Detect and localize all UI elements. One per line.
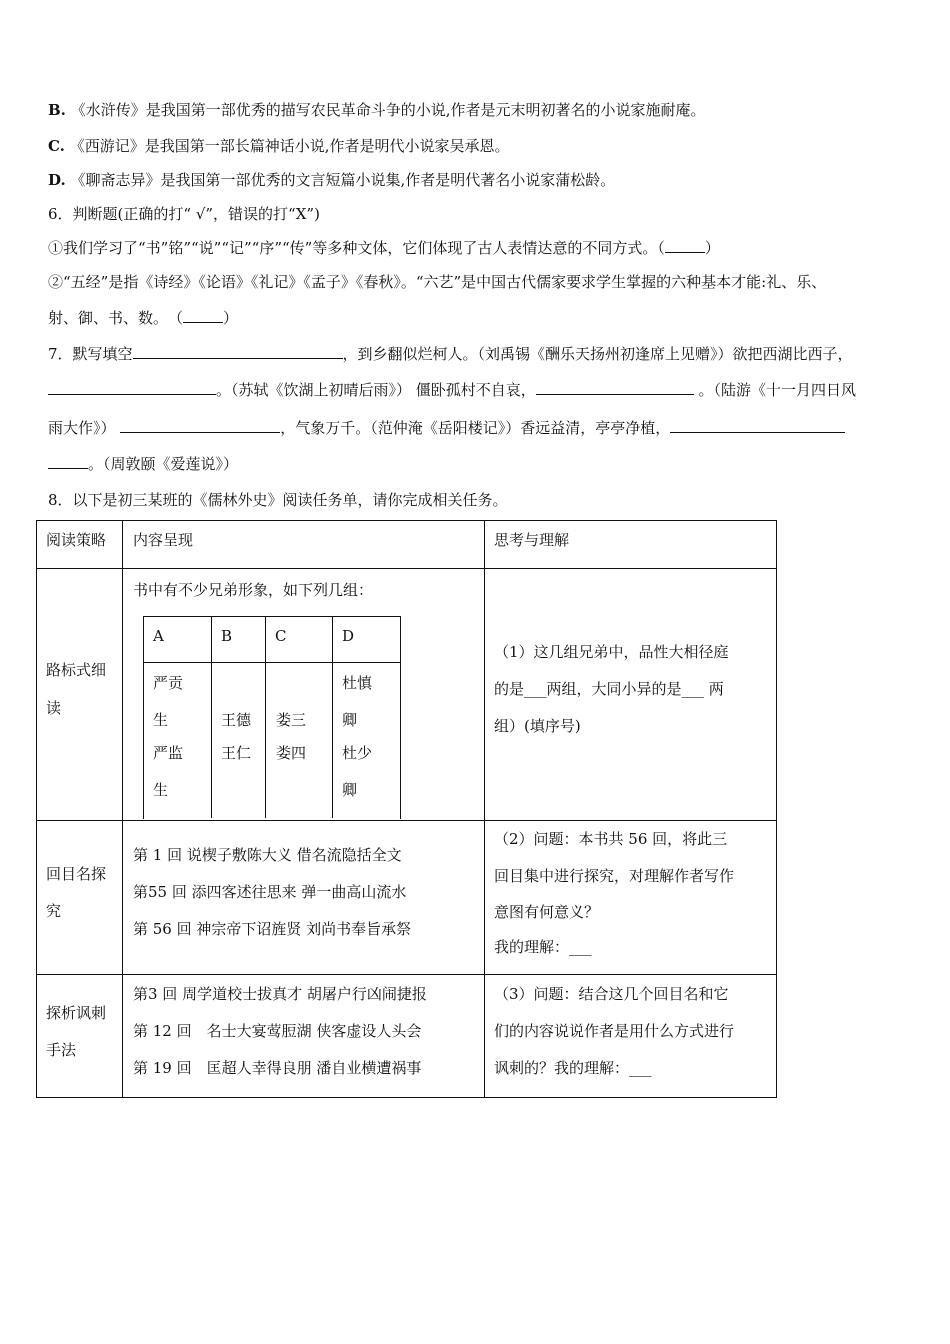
answer-blank[interactable]: [536, 380, 694, 395]
q7-line4: [48, 454, 238, 474]
question-2: （2）问题：本书共 56 回，将此三: [494, 830, 728, 848]
brother-name: 杜少: [342, 744, 373, 762]
strategy-label: 探析讽刺: [46, 1004, 107, 1022]
column-divider: [332, 616, 333, 818]
q6-item1-text: ①我们学习了“书”铭”“说”“记”“序”“传”等多种文体，它们体现了古人表情达意的不同方式。（: [48, 239, 665, 257]
q7-text: 7．默写填空: [48, 345, 133, 363]
q7-text: ，气象万千。（范仲淹《岳阳楼记》）香远益清，亭亭净植，: [280, 419, 671, 437]
option-c: [48, 136, 509, 156]
chapter-title: 第 12 回 名士大宴莺脰湖 侠客虚设人头会: [133, 1022, 422, 1040]
chapter-title: 第 1 回 说楔子敷陈大义 借名流隐括全文: [133, 846, 402, 864]
column-divider: [265, 616, 266, 818]
brother-name: 严贡: [153, 674, 184, 692]
column-divider: [211, 616, 212, 818]
brother-name: 杜慎: [342, 674, 373, 692]
strategy-label: 究: [46, 902, 62, 920]
option-text: 《水浒传》是我国第一部优秀的描写农民革命斗争的小说,作者是元末明初著名的小说家施耐庵。: [70, 101, 706, 119]
row-divider: [143, 662, 400, 663]
q6-item2-cont: [48, 308, 238, 328]
brother-name: 娄四: [276, 744, 307, 762]
chapter-title: 第3 回 周学道校士拔真才 胡屠户行凶闹捷报: [133, 985, 427, 1003]
question-1: 组）(填序号): [494, 717, 581, 735]
q8-title: 8．以下是初三某班的《儒林外史》阅读任务单，请你完成相关任务。: [48, 491, 508, 509]
chapter-title: 第 19 回 匡超人幸得良朋 潘自业横遭祸事: [133, 1059, 422, 1077]
answer-blank[interactable]: [670, 418, 845, 433]
brother-name: 生: [153, 781, 169, 799]
q7-text: 雨大作》）: [48, 419, 121, 437]
brother-name: 卿: [342, 781, 358, 799]
q7-line1: [48, 344, 853, 364]
header-thinking: 思考与理解: [494, 531, 570, 549]
q7-text: 。（苏轼《饮湖上初晴后雨》） 僵卧孤村不自哀，: [216, 381, 536, 399]
brother-name: 生: [153, 711, 169, 729]
strategy-label: 手法: [46, 1041, 77, 1059]
answer-blank[interactable]: [120, 418, 280, 433]
option-text: 《西游记》是我国第一部长篇神话小说,作者是明代小说家吴承恩。: [69, 137, 510, 155]
option-letter: D.: [48, 171, 66, 189]
group-label: C: [275, 627, 287, 645]
group-label: B: [221, 627, 233, 645]
chapter-title: 第 56 回 神宗帝下诏旌贤 刘尚书奉旨承祭: [133, 920, 412, 938]
question-2: 意图有何意义？: [494, 903, 600, 921]
brother-name: 王仁: [221, 744, 252, 762]
row-divider: [36, 820, 776, 821]
inner-table-border: [143, 616, 401, 819]
strategy-label: 读: [46, 699, 62, 717]
brother-name: 卿: [342, 711, 358, 729]
brother-name: 严监: [153, 744, 184, 762]
group-label: D: [342, 627, 355, 645]
chapter-title: 第55 回 添四客述往思来 弹一曲高山流水: [133, 883, 407, 901]
header-strategy: 阅读策略: [46, 531, 107, 549]
answer-blank[interactable]: [183, 308, 223, 323]
answer-blank[interactable]: [665, 238, 705, 253]
q7-text: 。（陆游《十一月四日风: [693, 381, 857, 399]
column-divider: [122, 520, 123, 1097]
q6-item1: [48, 238, 720, 258]
strategy-label: 路标式细: [46, 661, 107, 679]
question-1: 的是___两组，大同小异的是___ 两: [494, 680, 724, 698]
q6-title: 6．判断题(正确的打“ √”，错误的打“X”): [48, 205, 320, 223]
row-divider: [36, 568, 776, 569]
question-3: 们的内容说说作者是用什么方式进行: [494, 1022, 735, 1040]
question-2: 我的理解：___: [494, 938, 592, 956]
q6-item2b-text: 射、御、书、数。 （: [48, 309, 184, 327]
strategy-label: 回目名探: [46, 865, 107, 883]
option-letter: C.: [48, 137, 65, 155]
q7-text: ，到乡翻似烂柯人。（刘禹锡《酬乐天扬州初逢席上见赠》）欲把西湖比西子，: [342, 345, 853, 363]
paren-close: ）: [704, 239, 720, 257]
answer-blank[interactable]: [133, 344, 343, 359]
column-divider: [484, 520, 485, 1097]
q7-text: 。（周敦颐《爱莲说》）: [88, 455, 239, 473]
paren-close: ）: [223, 309, 239, 327]
question-2: 回目集中进行探究，对理解作者写作: [494, 867, 735, 885]
option-letter: B.: [48, 101, 66, 119]
group-label: A: [153, 627, 164, 645]
answer-blank[interactable]: [48, 454, 88, 469]
question-3: （3）问题：结合这几个回目名和它: [494, 985, 729, 1003]
q7-line3: [48, 418, 845, 438]
question-1: （1）这几组兄弟中，品性大相径庭: [494, 643, 729, 661]
q7-line2: [48, 380, 856, 400]
header-content: 内容呈现: [133, 531, 194, 549]
option-text: 《聊斋志异》是我国第一部优秀的文言短篇小说集,作者是明代著名小说家蒲松龄。: [70, 171, 616, 189]
question-3: 讽刺的？我的理解：___: [494, 1059, 652, 1077]
option-d: [48, 170, 615, 190]
option-b: [48, 100, 705, 120]
brothers-intro: 书中有不少兄弟形象，如下列几组：: [133, 581, 374, 599]
row-divider: [36, 974, 776, 975]
brother-name: 王德: [221, 711, 252, 729]
answer-blank[interactable]: [48, 380, 216, 395]
brother-name: 娄三: [276, 711, 307, 729]
q6-item2: ②“五经”是指《诗经》《论语》《礼记》《孟子》《春秋》。“六艺”是中国古代儒家要求学生掌握的六种基本才能:礼、乐、: [48, 273, 827, 291]
